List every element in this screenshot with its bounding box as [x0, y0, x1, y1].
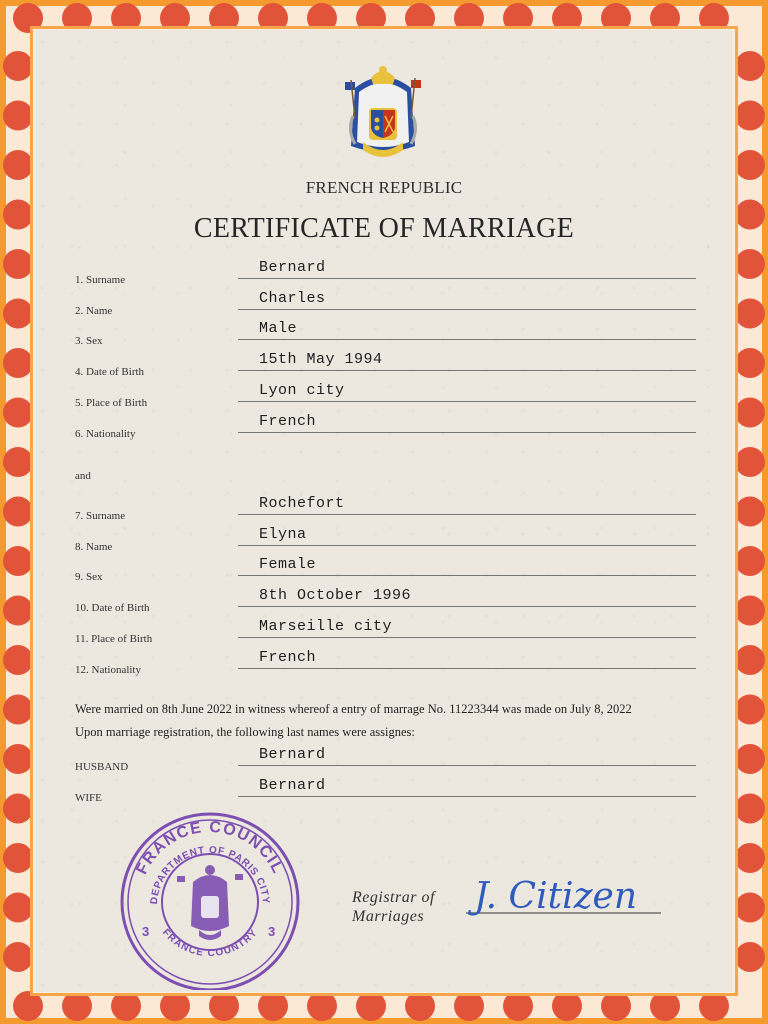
field-underline — [238, 575, 696, 576]
registrar-line-2: Marriages — [352, 908, 425, 925]
registrar-line-1: Registrar of — [352, 889, 435, 906]
field-value: Bernard — [259, 746, 326, 763]
stamp-top-text: FRANCE COUNCIL — [133, 818, 287, 878]
field-sex-husband — [75, 319, 696, 347]
stamp-number-right: 3 — [268, 924, 276, 939]
registrar-signature — [466, 866, 666, 936]
stamp-bottom-text: FRANCE COUNTRY — [159, 927, 261, 960]
field-dob-wife — [75, 586, 696, 614]
field-wife-assigned — [75, 776, 696, 804]
field-underline — [238, 370, 696, 371]
name-assignment-statement: Upon marriage registration, the following last names were assignes: — [75, 725, 415, 739]
field-underline — [238, 545, 696, 546]
stamp-number-left: 3 — [142, 924, 150, 939]
field-underline — [238, 606, 696, 607]
field-underline — [238, 668, 696, 669]
stamp-inner-text: DEPARTMENT OF PARIS CITY — [148, 844, 272, 905]
field-value: 15th May 1994 — [259, 351, 383, 368]
field-value: Female — [259, 556, 317, 573]
registrar-title — [352, 888, 435, 926]
field-husband-assigned — [75, 745, 696, 773]
field-label: 12. Nationality — [75, 664, 141, 676]
field-value: Male — [259, 320, 298, 337]
field-value: French — [259, 413, 317, 430]
field-underline — [238, 432, 696, 433]
field-dob-husband — [75, 350, 696, 378]
field-value: Marseille city — [259, 618, 393, 635]
field-underline — [238, 309, 696, 310]
field-label: 4. Date of Birth — [75, 366, 145, 378]
field-nationality-husband — [75, 412, 696, 440]
field-value: 8th October 1996 — [259, 587, 412, 604]
field-label: 6. Nationality — [75, 428, 136, 440]
field-value: Bernard — [259, 777, 326, 794]
field-label: 11. Place of Birth — [75, 633, 153, 645]
field-underline — [238, 796, 696, 797]
official-stamp-icon — [115, 810, 305, 990]
field-label: 3. Sex — [75, 335, 103, 347]
field-sex-wife — [75, 555, 696, 583]
field-label: 1. Surname — [75, 274, 126, 286]
field-surname-wife — [75, 494, 696, 522]
field-value: Rochefort — [259, 495, 345, 512]
field-underline — [238, 401, 696, 402]
field-value: Elyna — [259, 526, 307, 543]
field-pob-wife — [75, 617, 696, 645]
marriage-statement: Were married on 8th June 2022 in witness whereof a entry of marrage No. 11223344 was made on July 8, 2022 — [75, 702, 632, 716]
field-underline — [238, 514, 696, 515]
field-pob-husband — [75, 381, 696, 409]
signature-text: J. Citizen — [474, 876, 638, 917]
field-label: 7. Surname — [75, 510, 126, 522]
field-nationality-wife — [75, 648, 696, 676]
field-label: HUSBAND — [75, 761, 129, 773]
field-label: 9. Sex — [75, 571, 103, 583]
field-value: Bernard — [259, 259, 326, 276]
field-value: French — [259, 649, 317, 666]
field-underline — [238, 765, 696, 766]
field-label: 10. Date of Birth — [75, 602, 150, 614]
certificate-title: CERTIFICATE OF MARRIAGE — [193, 213, 575, 244]
svg-text:FRANCE COUNTRY — [160, 927, 260, 959]
field-label: 2. Name — [75, 305, 113, 317]
field-value: Charles — [259, 290, 326, 307]
field-underline — [238, 339, 696, 340]
field-name-wife — [75, 525, 696, 553]
field-underline — [238, 637, 696, 638]
field-label: 8. Name — [75, 541, 113, 553]
and-separator: and — [75, 470, 91, 482]
field-label: 5. Place of Birth — [75, 397, 148, 409]
field-label: WIFE — [75, 792, 102, 804]
field-name-husband — [75, 289, 696, 317]
field-underline — [238, 278, 696, 279]
field-value: Lyon city — [259, 382, 345, 399]
republic-heading: FRENCH REPUBLIC — [305, 178, 463, 197]
field-surname-husband — [75, 258, 696, 286]
coat-of-arms-icon — [341, 58, 425, 168]
